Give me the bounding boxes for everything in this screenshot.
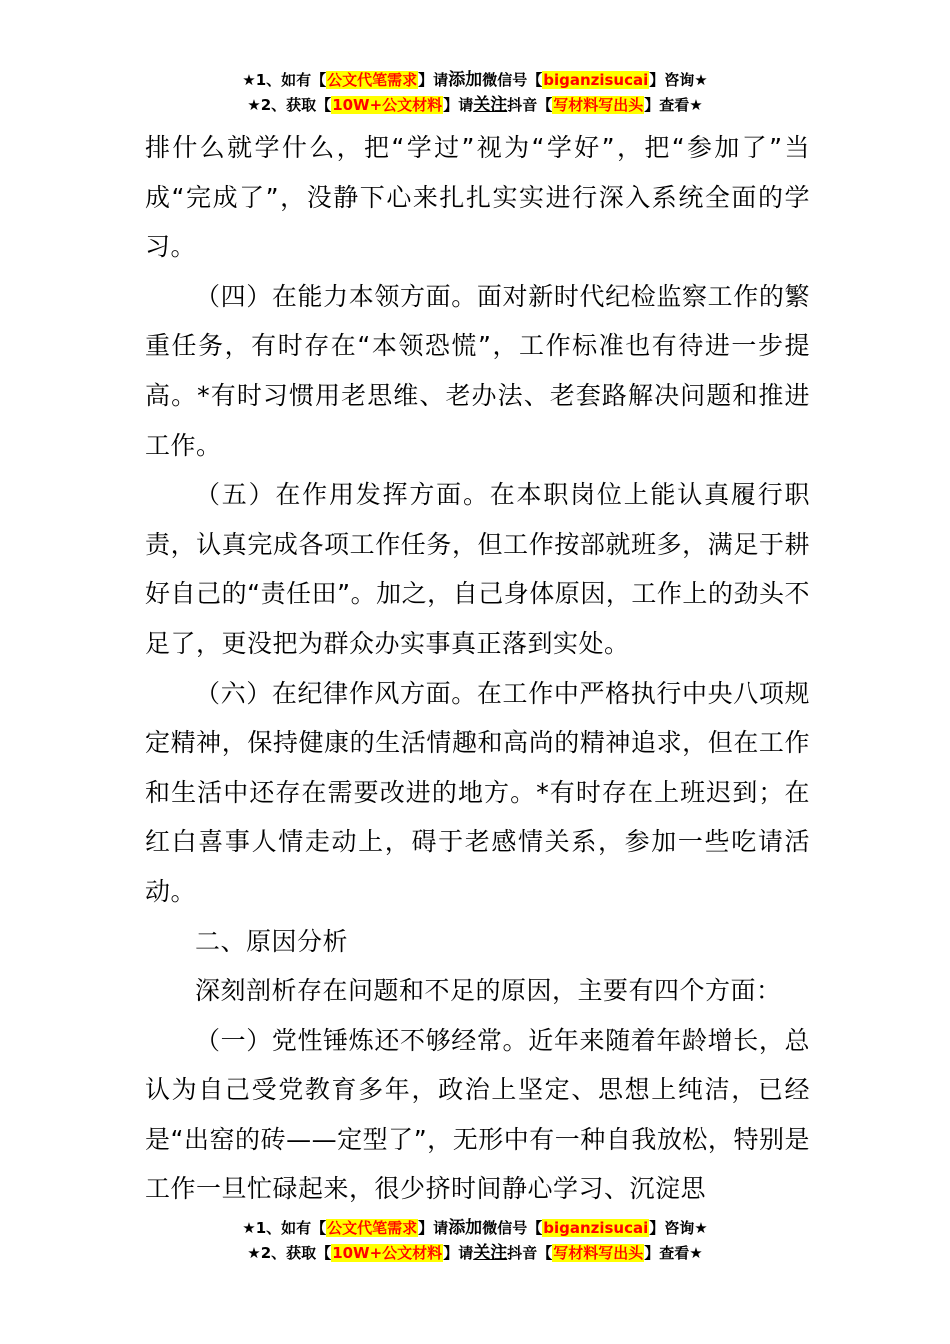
header-text: 】请 (418, 71, 449, 89)
header-text: 】请 (443, 96, 474, 114)
paragraph: 深刻剖析存在问题和不足的原因，主要有四个方面： (195, 976, 782, 1006)
header-text: ★1、如有【 (242, 71, 327, 89)
wechat-id-highlight: biganzisucai (543, 71, 649, 89)
paragraph: 排什么就学什么，把“学过”视为“学好”，把“参加了”当成“完成了”，没静下心来扎扎实实进行深入系统全面的学习。 (145, 133, 810, 262)
header-emphasis: 关注 (473, 95, 508, 115)
header-highlight: 公文代笔需求 (327, 71, 418, 89)
footer-emphasis: 关注 (473, 1243, 508, 1263)
footer-text: ★2、获取【 (247, 1244, 332, 1262)
footer-text: 】请 (443, 1244, 474, 1262)
footer-line-2 (0, 1241, 950, 1266)
douyin-highlight: 写材料写出头 (553, 1244, 644, 1262)
footer-text: 】查看★ (644, 1244, 703, 1262)
header-line-2 (0, 93, 950, 118)
footer-banner (0, 1216, 950, 1266)
header-text: 】查看★ (644, 96, 703, 114)
paragraph: （六）在纪律作风方面。在工作中严格执行中央八项规定精神，保持健康的生活情趣和高尚的精神追求，但在工作和生活中还存在需要改进的地方。*有时存在上班迟到；在红白喜事人情走动上，碍于老感情关系，参加一些吃请活动。 (145, 678, 810, 906)
footer-text: ★1、如有【 (242, 1219, 327, 1237)
header-text: 】咨询★ (649, 71, 708, 89)
footer-text: 微信号【 (482, 1219, 543, 1237)
footer-text: 】咨询★ (649, 1219, 708, 1237)
footer-emphasis: 添加 (448, 1218, 483, 1238)
header-text: 微信号【 (482, 71, 543, 89)
paragraph: （五）在作用发挥方面。在本职岗位上能认真履行职责，认真完成各项工作任务，但工作按部就班多，满足于耕好自己的“责任田”。加之，自己身体原因，工作上的劲头不足了，更没把为群众办实事真正落到实处。 (145, 480, 810, 658)
header-highlight: 10W+公文材料 (332, 96, 443, 114)
document-body (145, 123, 810, 1214)
header-text: 抖音【 (507, 96, 553, 114)
douyin-highlight: 写材料写出头 (553, 96, 644, 114)
footer-highlight: 公文代笔需求 (327, 1219, 418, 1237)
paragraph: （四）在能力本领方面。面对新时代纪检监察工作的繁重任务，有时存在“本领恐慌”，工作标准也有待进一步提高。*有时习惯用老思维、老办法、老套路解决问题和推进工作。 (145, 281, 810, 460)
footer-line-1 (0, 1216, 950, 1241)
header-line-1 (0, 68, 950, 93)
footer-highlight: 10W+公文材料 (332, 1244, 443, 1262)
footer-text: 】请 (418, 1219, 449, 1237)
header-emphasis: 添加 (448, 70, 483, 90)
footer-text: 抖音【 (507, 1244, 553, 1262)
wechat-id-highlight: biganzisucai (543, 1219, 649, 1237)
section-heading: 二、原因分析 (195, 926, 349, 956)
header-text: ★2、获取【 (247, 96, 332, 114)
header-banner (0, 68, 950, 118)
paragraph: （一）党性锤炼还不够经常。近年来随着年龄增长，总认为自己受党教育多年，政治上坚定、思想上纯洁，已经是“出窑的砖——定型了”，无形中有一种自我放松，特别是工作一旦忙碌起来，很少挤时间静心学习、沉淀思 (145, 1025, 810, 1204)
